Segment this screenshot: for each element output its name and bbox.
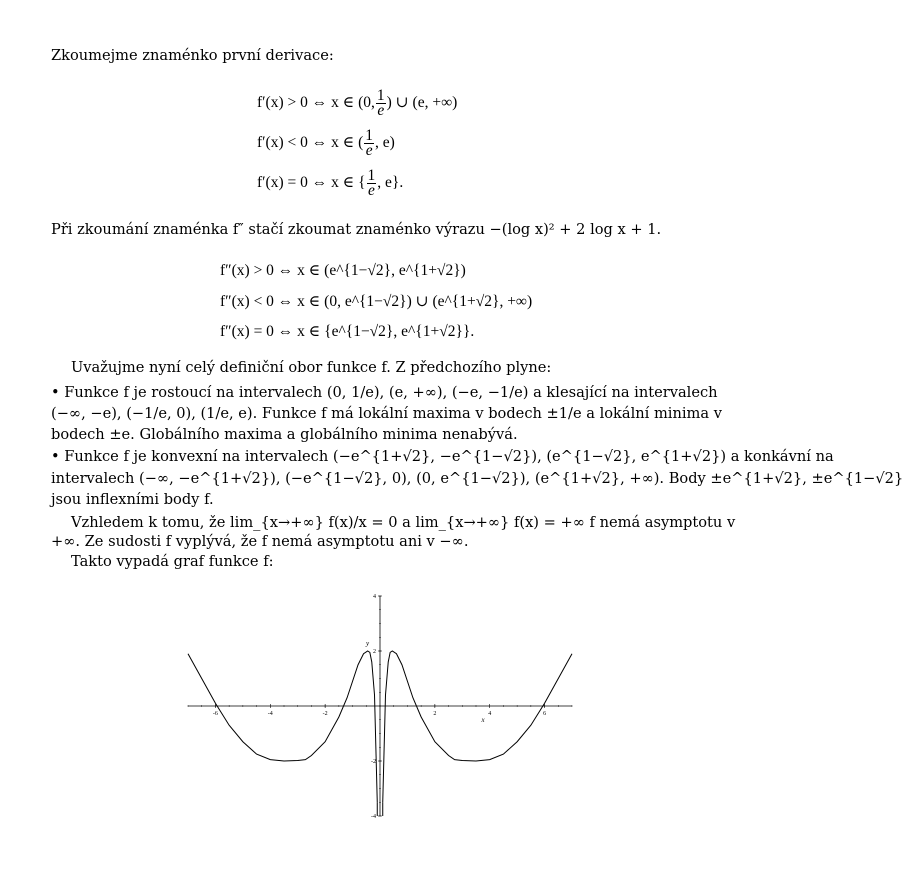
fp-negative: f′(x) < 0 ⇔ x ∈ ( $\frac{1}{e}$ , e)	[257, 126, 395, 159]
paragraph-line-2: • Funkce f je rostoucí na intervalech (0, 1/e), (e, +∞), (−e, −1/e) a klesající na intervalech	[51, 384, 718, 401]
curve-branch-1	[188, 651, 377, 802]
x-axis-label: x	[481, 716, 485, 724]
paragraph-line-4: bodech ±e. Globálního maxima a globálního minima nenabývá.	[51, 426, 518, 443]
x-tick-label: -4	[267, 711, 273, 717]
paragraph-line-1: Uvažujme nyní celý definiční obor funkce f. Z předchozího plyne:	[71, 359, 552, 376]
x-tick-label: 4	[488, 711, 492, 717]
y-tick-label: -2	[371, 759, 376, 765]
y-tick-label: 4	[373, 594, 376, 600]
paragraph-line-9: +∞. Ze sudosti f vyplývá, že f nemá asymptotu ani v −∞.	[51, 533, 469, 550]
fp-zero: f′(x) = 0 ⇔ x ∈ { $\frac{1}{e}$ , e}.	[257, 166, 404, 199]
intro-first-derivative: Zkoumejme znaménko první derivace:	[51, 47, 334, 64]
x-tick-label: -2	[322, 711, 328, 717]
function-graph	[180, 588, 580, 824]
y-tick-label: 2	[373, 649, 376, 655]
y-tick-label: -4	[371, 814, 376, 820]
fp-positive: f′(x) > 0 ⇔ x ∈ (0, $\frac{1}{e}$ ) ∪ (e, +∞)	[257, 86, 458, 119]
paragraph-line-3: (−∞, −e), (−1/e, 0), (1/e, e). Funkce f má lokální maxima v bodech ±1/e a lokální minima v	[51, 405, 722, 422]
second-derivative-intro: Při zkoumání znaménka f″ stačí zkoumat znaménko výrazu −(log x)² + 2 log x + 1.	[51, 221, 662, 238]
paragraph-line-7: jsou inflexními body f.	[51, 491, 214, 508]
fpp-positive: f″(x) > 0 ⇔ x ∈ (e^{1−√2}, e^{1+√2})	[220, 262, 466, 279]
x-tick-label: 2	[433, 711, 437, 717]
paragraph-line-8: Vzhledem k tomu, že lim_{x→+∞} f(x)/x = 0 a lim_{x→+∞} f(x) = +∞ f nemá asymptotu v	[71, 514, 736, 531]
fpp-zero: f″(x) = 0 ⇔ x ∈ {e^{1−√2}, e^{1+√2}}.	[220, 323, 475, 340]
curve-branch-2	[383, 651, 572, 802]
paragraph-line-10: Takto vypadá graf funkce f:	[71, 553, 274, 570]
x-tick-label: 6	[543, 711, 547, 717]
x-tick-label: -6	[212, 711, 218, 717]
y-axis-label: y	[366, 639, 370, 648]
paragraph-line-5: • Funkce f je konvexní na intervalech (−e^{1+√2}, −e^{1−√2}), (e^{1−√2}, e^{1+√2}) a konkávní na	[51, 448, 834, 465]
paragraph-line-6: intervalech (−∞, −e^{1+√2}), (−e^{1−√2}, 0), (0, e^{1−√2}), (e^{1+√2}, +∞). Body ±e^{1+√2}, ±e^{1−√2}	[51, 470, 903, 487]
fpp-negative: f″(x) < 0 ⇔ x ∈ (0, e^{1−√2}) ∪ (e^{1+√2}, +∞)	[220, 293, 533, 310]
